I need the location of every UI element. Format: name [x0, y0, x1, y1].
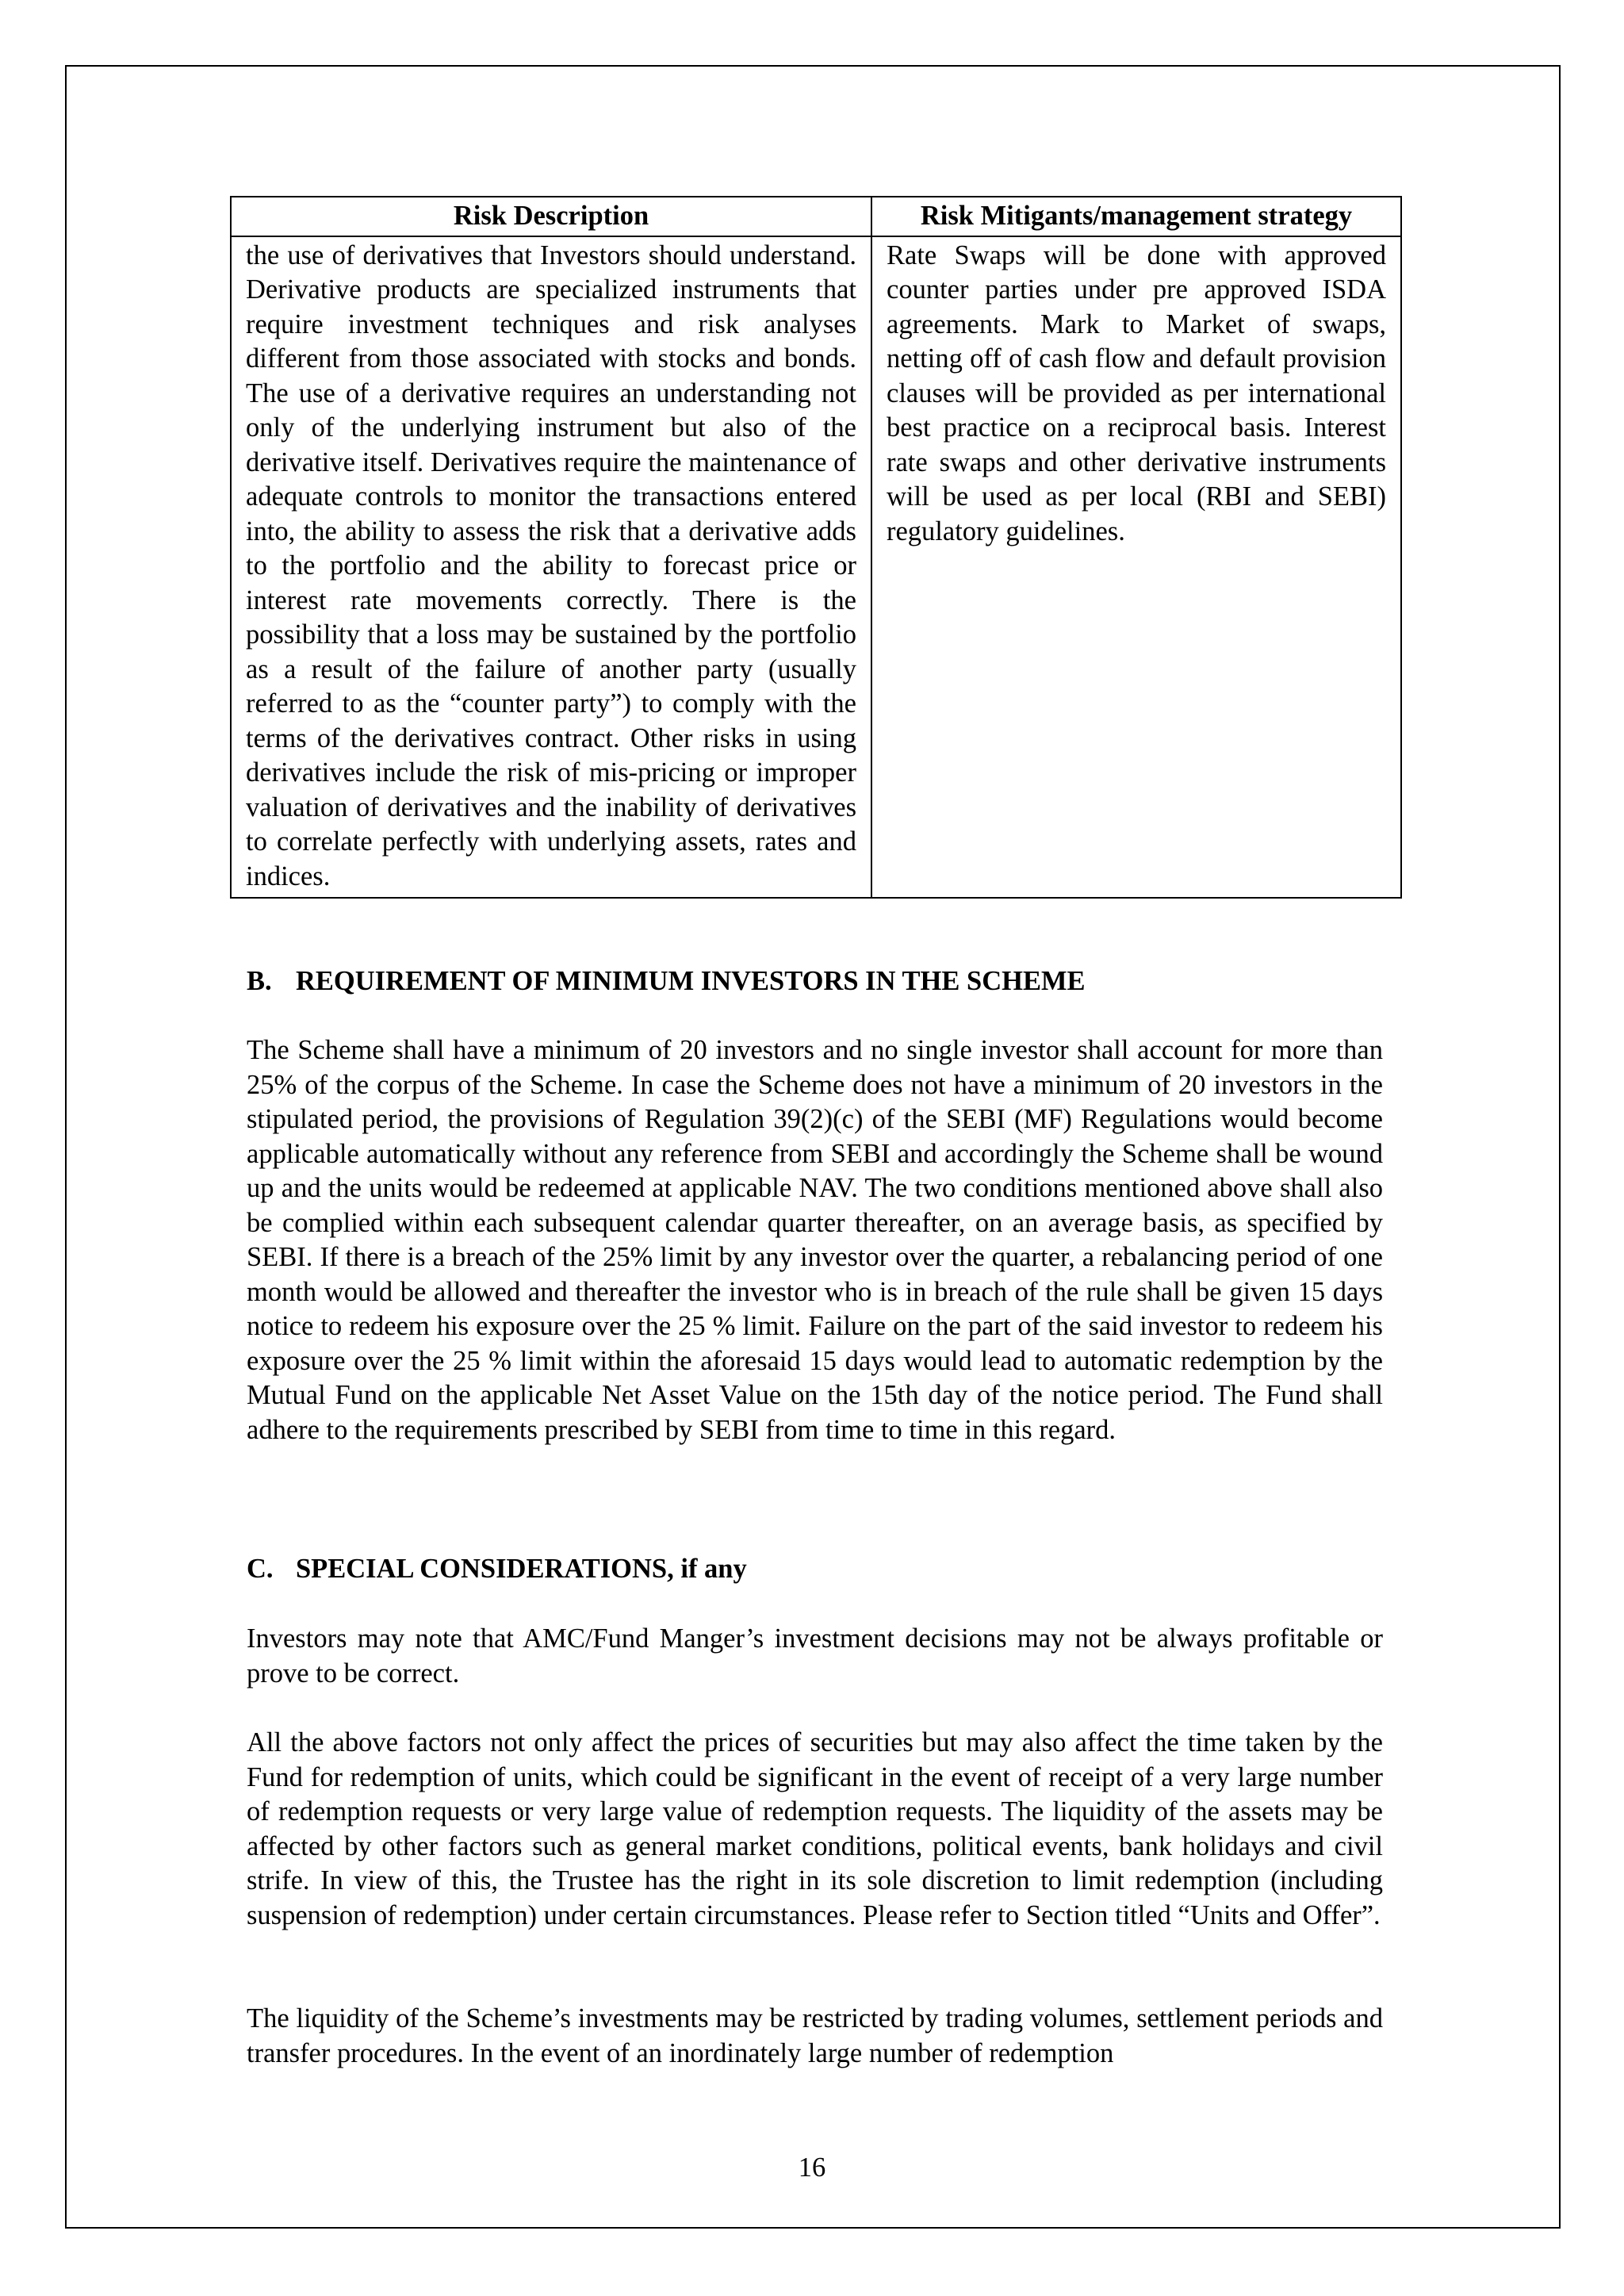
- section-b-heading: [247, 964, 1383, 999]
- table-header-row: [231, 197, 1401, 236]
- section-c-paragraph-1-wrap: [247, 1622, 1383, 1691]
- table-row: [231, 236, 1401, 899]
- section-b: [247, 964, 1383, 999]
- section-b-title: REQUIREMENT OF MINIMUM INVESTORS IN THE SCHEME: [296, 966, 1086, 996]
- section-c-letter: C.: [247, 1554, 274, 1584]
- risk-table: [230, 196, 1402, 899]
- section-b-body: [247, 1033, 1383, 1447]
- section-c-paragraph-2-wrap: [247, 1726, 1383, 1933]
- risk-mitigant-cell: Rate Swaps will be done with approved counter parties under pre approved ISDA agreements. Mark to Market of swaps, netting off of cash flow and default provision clauses will be provided as per international best practice on a reciprocal basis. Interest rate swaps and other derivative instruments will be used as per local (RBI and SEBI) regulatory guidelines.: [871, 236, 1401, 899]
- section-b-paragraph: The Scheme shall have a minimum of 20 investors and no single investor shall account for more than 25% of the corpus of the Scheme. In case the Scheme does not have a minimum of 20 investors in the stipulated period, the provisions of Regulation 39(2)(c) of the SEBI (MF) Regulations would become applicable automatically without any reference from SEBI and accordingly the Scheme shall be wound up and the units would be redeemed at applicable NAV. The two conditions mentioned above shall also be complied within each subsequent calendar quarter thereafter, on an average basis, as specified by SEBI. If there is a breach of the 25% limit by any investor over the quarter, a rebalancing period of one month would be allowed and thereafter the investor who is in breach of the rule shall be given 15 days notice to redeem his exposure over the 25 % limit. Failure on the part of the said investor to redeem his exposure over the 25 % limit within the aforesaid 15 days would lead to automatic redemption by the Mutual Fund on the applicable Net Asset Value on the 15th day of the notice period. The Fund shall adhere to the requirements prescribed by SEBI from time to time in this regard.: [247, 1035, 1383, 1445]
- section-c-title: SPECIAL CONSIDERATIONS, if any: [296, 1554, 747, 1584]
- section-c-heading: [247, 1552, 1383, 1587]
- section-c-paragraph-3-wrap: [247, 2002, 1383, 2071]
- section-b-letter: B.: [247, 966, 272, 996]
- section-c: [247, 1552, 1383, 1587]
- header-risk-description: Risk Description: [231, 197, 871, 236]
- section-c-paragraph-3: The liquidity of the Scheme’s investments may be restricted by trading volumes, settlement periods and transfer procedures. In the event of an inordinately large number of redemption: [247, 2003, 1383, 2068]
- section-c-paragraph-1: Investors may note that AMC/Fund Manger’s investment decisions may not be always profitable or prove to be correct.: [247, 1623, 1383, 1688]
- header-risk-mitigants: Risk Mitigants/management strategy: [871, 197, 1401, 236]
- page-number: 16: [798, 2152, 826, 2183]
- section-c-paragraph-2: All the above factors not only affect the prices of securities but may also affect the time taken by the Fund for redemption of units, which could be significant in the event of receipt of a very large number of redemption requests or very large value of redemption requests. The liquidity of the assets may be affected by other factors such as general market conditions, political events, bank holidays and civil strife. In view of this, the Trustee has the right in its sole discretion to limit redemption (including suspension of redemption) under certain circumstances. Please refer to Section titled “Units and Offer”.: [247, 1727, 1383, 1930]
- risk-description-cell: the use of derivatives that Investors should understand. Derivative products are specialized instruments that require investment techniques and risk analyses different from those associated with stocks and bonds. The use of a derivative requires an understanding not only of the underlying instrument but also of the derivative itself. Derivatives require the maintenance of adequate controls to monitor the transactions entered into, the ability to assess the risk that a derivative adds to the portfolio and the ability to forecast price or interest rate movements correctly. There is the possibility that a loss may be sustained by the portfolio as a result of the failure of another party (usually referred to as the “counter party”) to comply with the terms of the derivatives contract. Other risks in using derivatives include the risk of mis-pricing or improper valuation of derivatives and the inability of derivatives to correlate perfectly with underlying assets, rates and indices.: [231, 236, 871, 899]
